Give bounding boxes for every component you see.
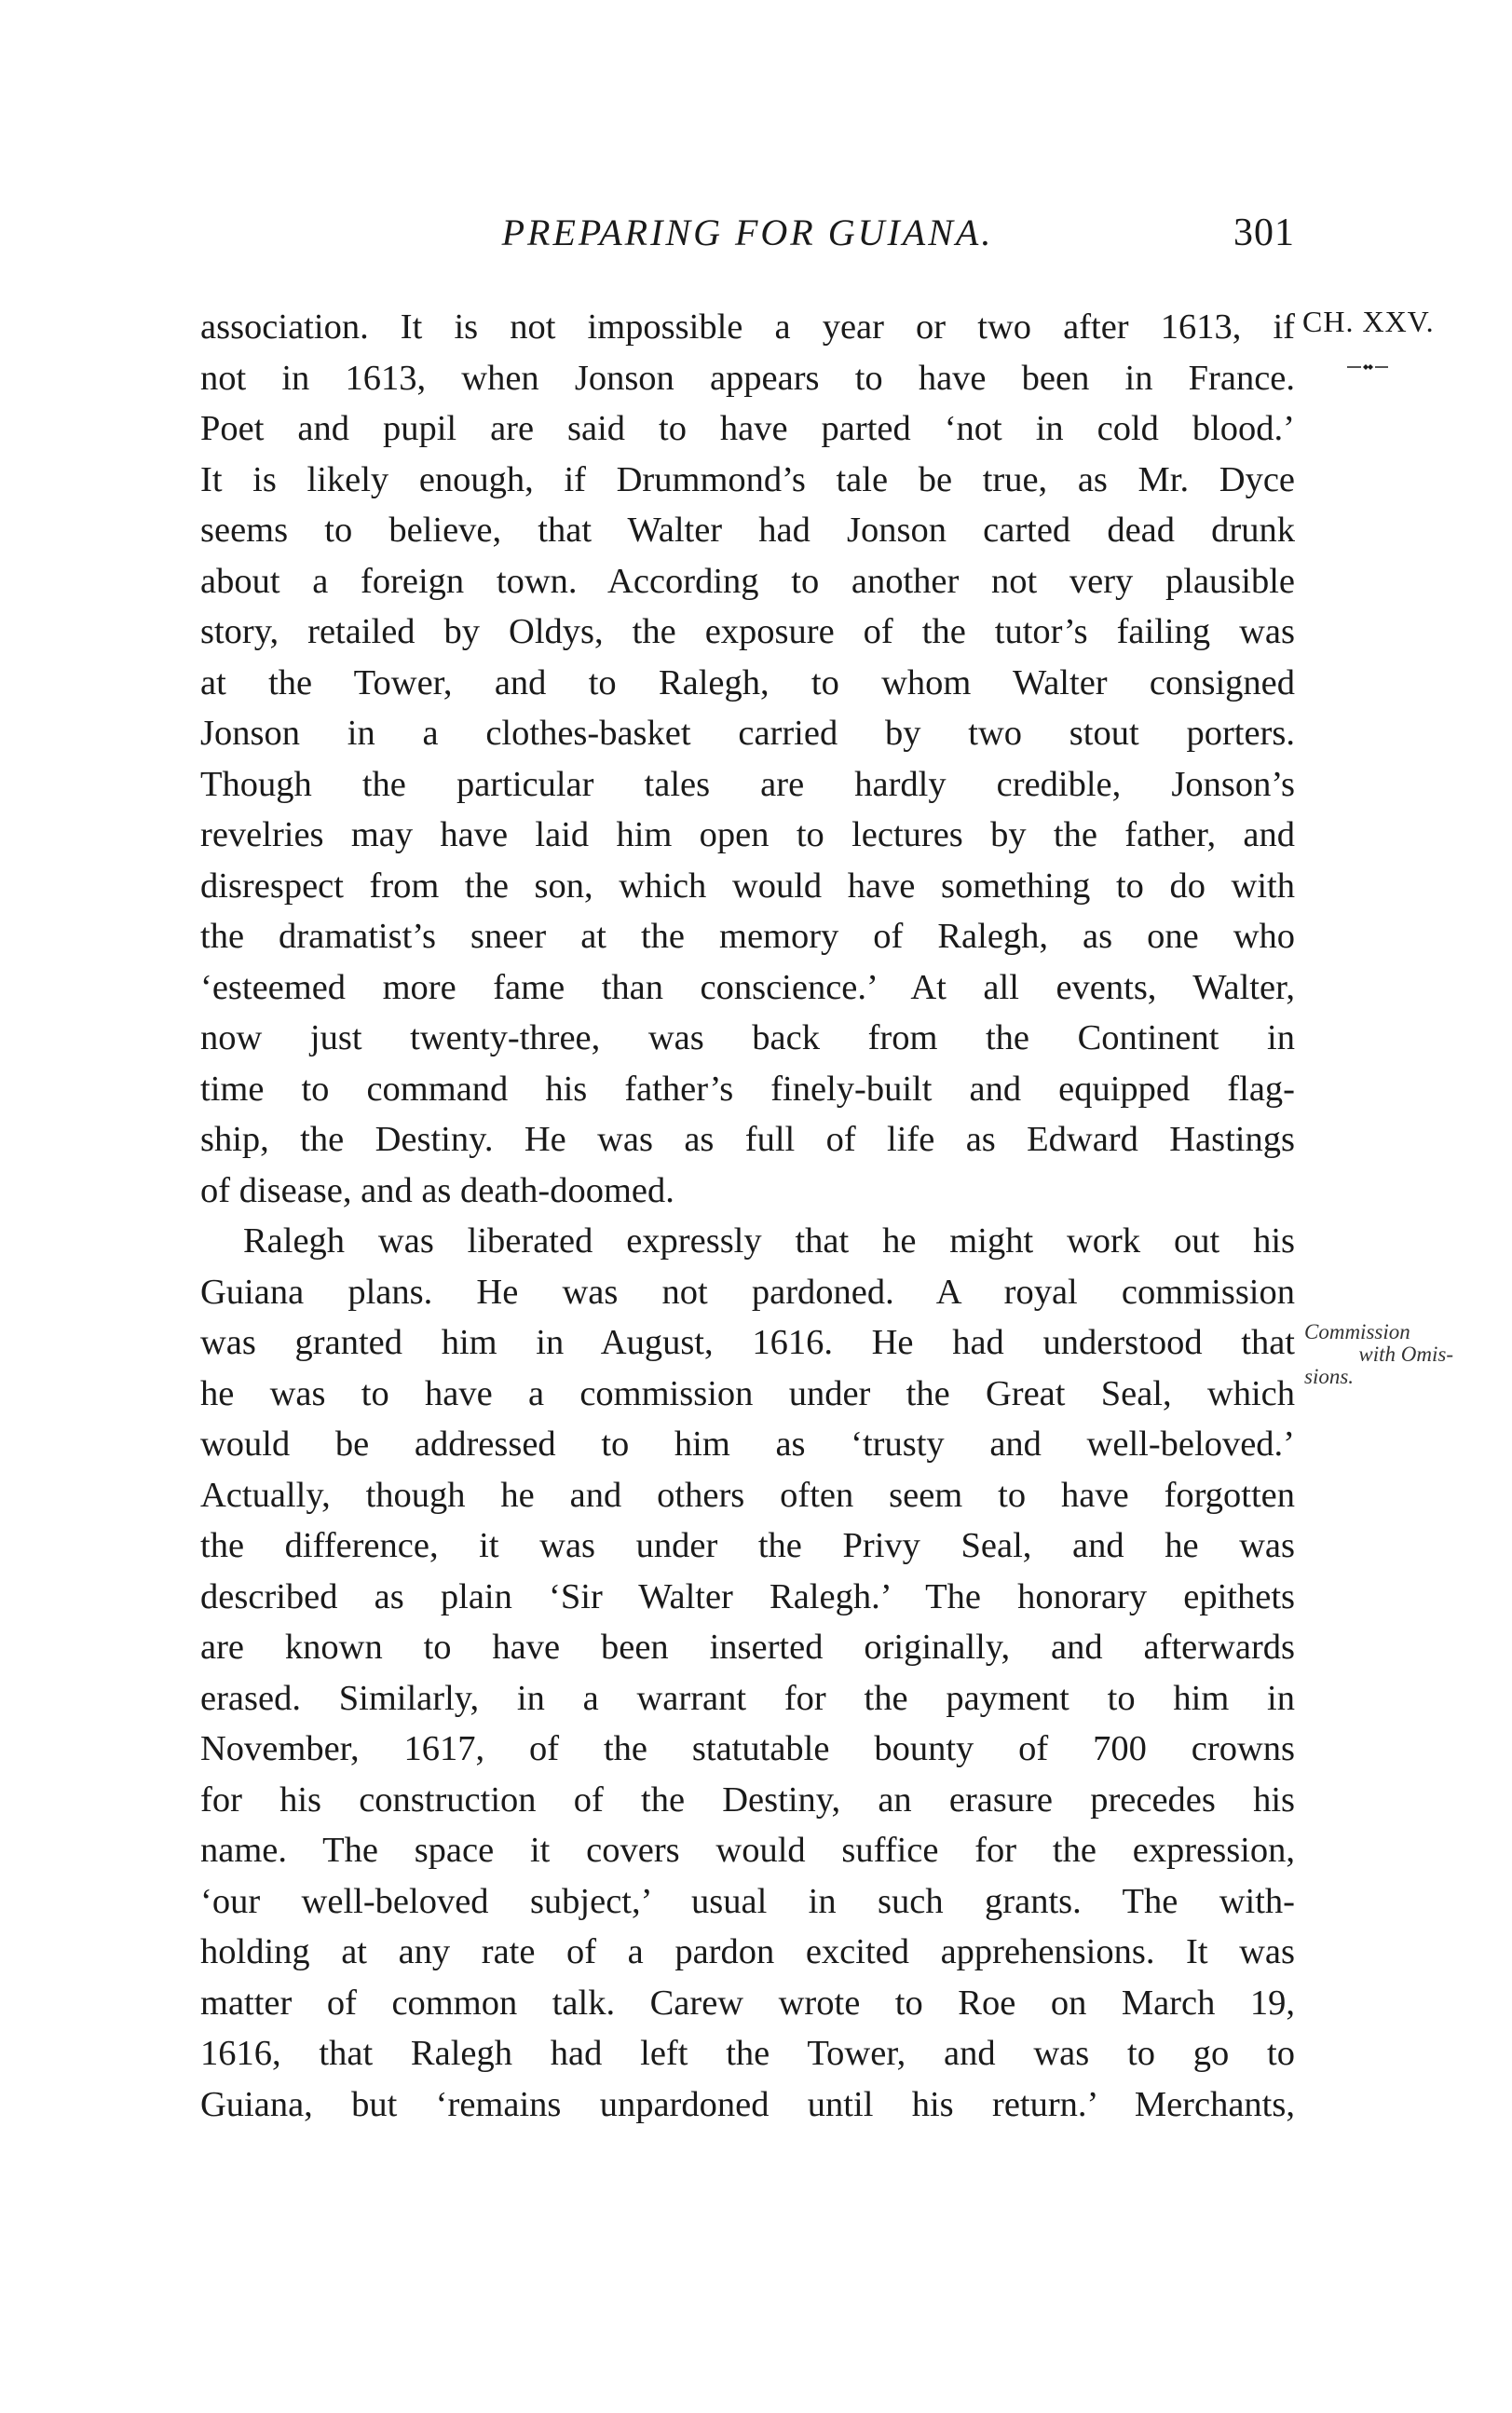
text-line: Jonson in a clothes-basket carried by two stout porters. bbox=[200, 714, 1295, 753]
text-line: disrespect from the son, which would have something to do with bbox=[200, 866, 1295, 906]
text-line: 1616, that Ralegh had left the Tower, and was to go to bbox=[200, 2034, 1295, 2073]
text-line: time to command his father’s finely-built and equipped flag- bbox=[200, 1069, 1295, 1109]
text-line: Guiana plans. He was not pardoned. A royal commission bbox=[200, 1272, 1295, 1312]
text-line: was granted him in August, 1616. He had understood that bbox=[200, 1323, 1295, 1362]
text-line: would be addressed to him as ‘trusty and well-beloved.’ bbox=[200, 1425, 1295, 1464]
ornament-icon bbox=[1347, 362, 1388, 372]
side-note-line: with Omis- bbox=[1358, 1343, 1453, 1366]
chapter-marker: CH. XXV. bbox=[1302, 305, 1435, 338]
text-line: Poet and pupil are said to have parted ‘not in cold blood.’ bbox=[200, 409, 1295, 448]
body-text bbox=[200, 302, 1295, 2130]
text-line: he was to have a commission under the Great Seal, which bbox=[200, 1373, 1295, 1413]
text-line: November, 1617, of the statutable bounty of 700 crowns bbox=[200, 1729, 1295, 1768]
text-line: Actually, though he and others often seem to have forgotten bbox=[200, 1475, 1295, 1515]
text-line: at the Tower, and to Ralegh, to whom Walter consigned bbox=[200, 662, 1295, 702]
text-line: not in 1613, when Jonson appears to have been in France. bbox=[200, 358, 1295, 398]
text-line: are known to have been inserted originally, and afterwards bbox=[200, 1628, 1295, 1667]
text-line: erased. Similarly, in a warrant for the payment to him in bbox=[200, 1678, 1295, 1718]
text-line: the dramatist’s sneer at the memory of Ralegh, as one who bbox=[200, 917, 1295, 956]
side-note-line: Commission bbox=[1304, 1320, 1410, 1343]
side-note-line: sions. bbox=[1304, 1365, 1355, 1388]
text-line: seems to believe, that Walter had Jonson carted dead drunk bbox=[200, 511, 1295, 550]
text-line: described as plain ‘Sir Walter Ralegh.’ The honorary epithets bbox=[200, 1576, 1295, 1616]
running-head bbox=[200, 211, 1295, 266]
text-line: about a foreign town. According to another not very plausible bbox=[200, 561, 1295, 601]
text-line: the difference, it was under the Privy Seal, and he was bbox=[200, 1526, 1295, 1565]
text-line: ‘esteemed more fame than conscience.’ At all events, Walter, bbox=[200, 967, 1295, 1007]
text-line: story, retailed by Oldys, the exposure of the tutor’s failing was bbox=[200, 612, 1295, 651]
page-number: 301 bbox=[1233, 211, 1295, 254]
side-note bbox=[1304, 1321, 1491, 1388]
text-line: name. The space it covers would suffice for the expression, bbox=[200, 1831, 1295, 1870]
paragraph-start-line: Ralegh was liberated expressly that he might work out his bbox=[243, 1221, 1295, 1261]
text-line: ‘our well-beloved subject,’ usual in such grants. The with- bbox=[200, 1881, 1295, 1921]
text-line: matter of common talk. Carew wrote to Roe on March 19, bbox=[200, 1983, 1295, 2023]
text-line: Though the particular tales are hardly credible, Jonson’s bbox=[200, 764, 1295, 804]
text-line: for his construction of the Destiny, an erasure precedes his bbox=[200, 1779, 1295, 1820]
text-line: It is likely enough, if Drummond’s tale be true, as Mr. Dyce bbox=[200, 459, 1295, 499]
text-line: Guiana, but ‘remains unpardoned until his return.’ Merchants, bbox=[200, 2084, 1295, 2124]
text-line: of disease, and as death-doomed. bbox=[200, 1170, 674, 1210]
text-line: association. It is not impossible a year or two after 1613, if bbox=[200, 307, 1295, 347]
text-line: now just twenty-three, was back from the Continent in bbox=[200, 1018, 1295, 1057]
text-line: holding at any rate of a pardon excited apprehensions. It was bbox=[200, 1932, 1295, 1971]
running-title: PREPARING FOR GUIANA. bbox=[501, 211, 994, 253]
text-line: revelries may have laid him open to lectures by the father, and bbox=[200, 815, 1295, 854]
text-line: ship, the Destiny. He was as full of life as Edward Hastings bbox=[200, 1120, 1295, 1159]
